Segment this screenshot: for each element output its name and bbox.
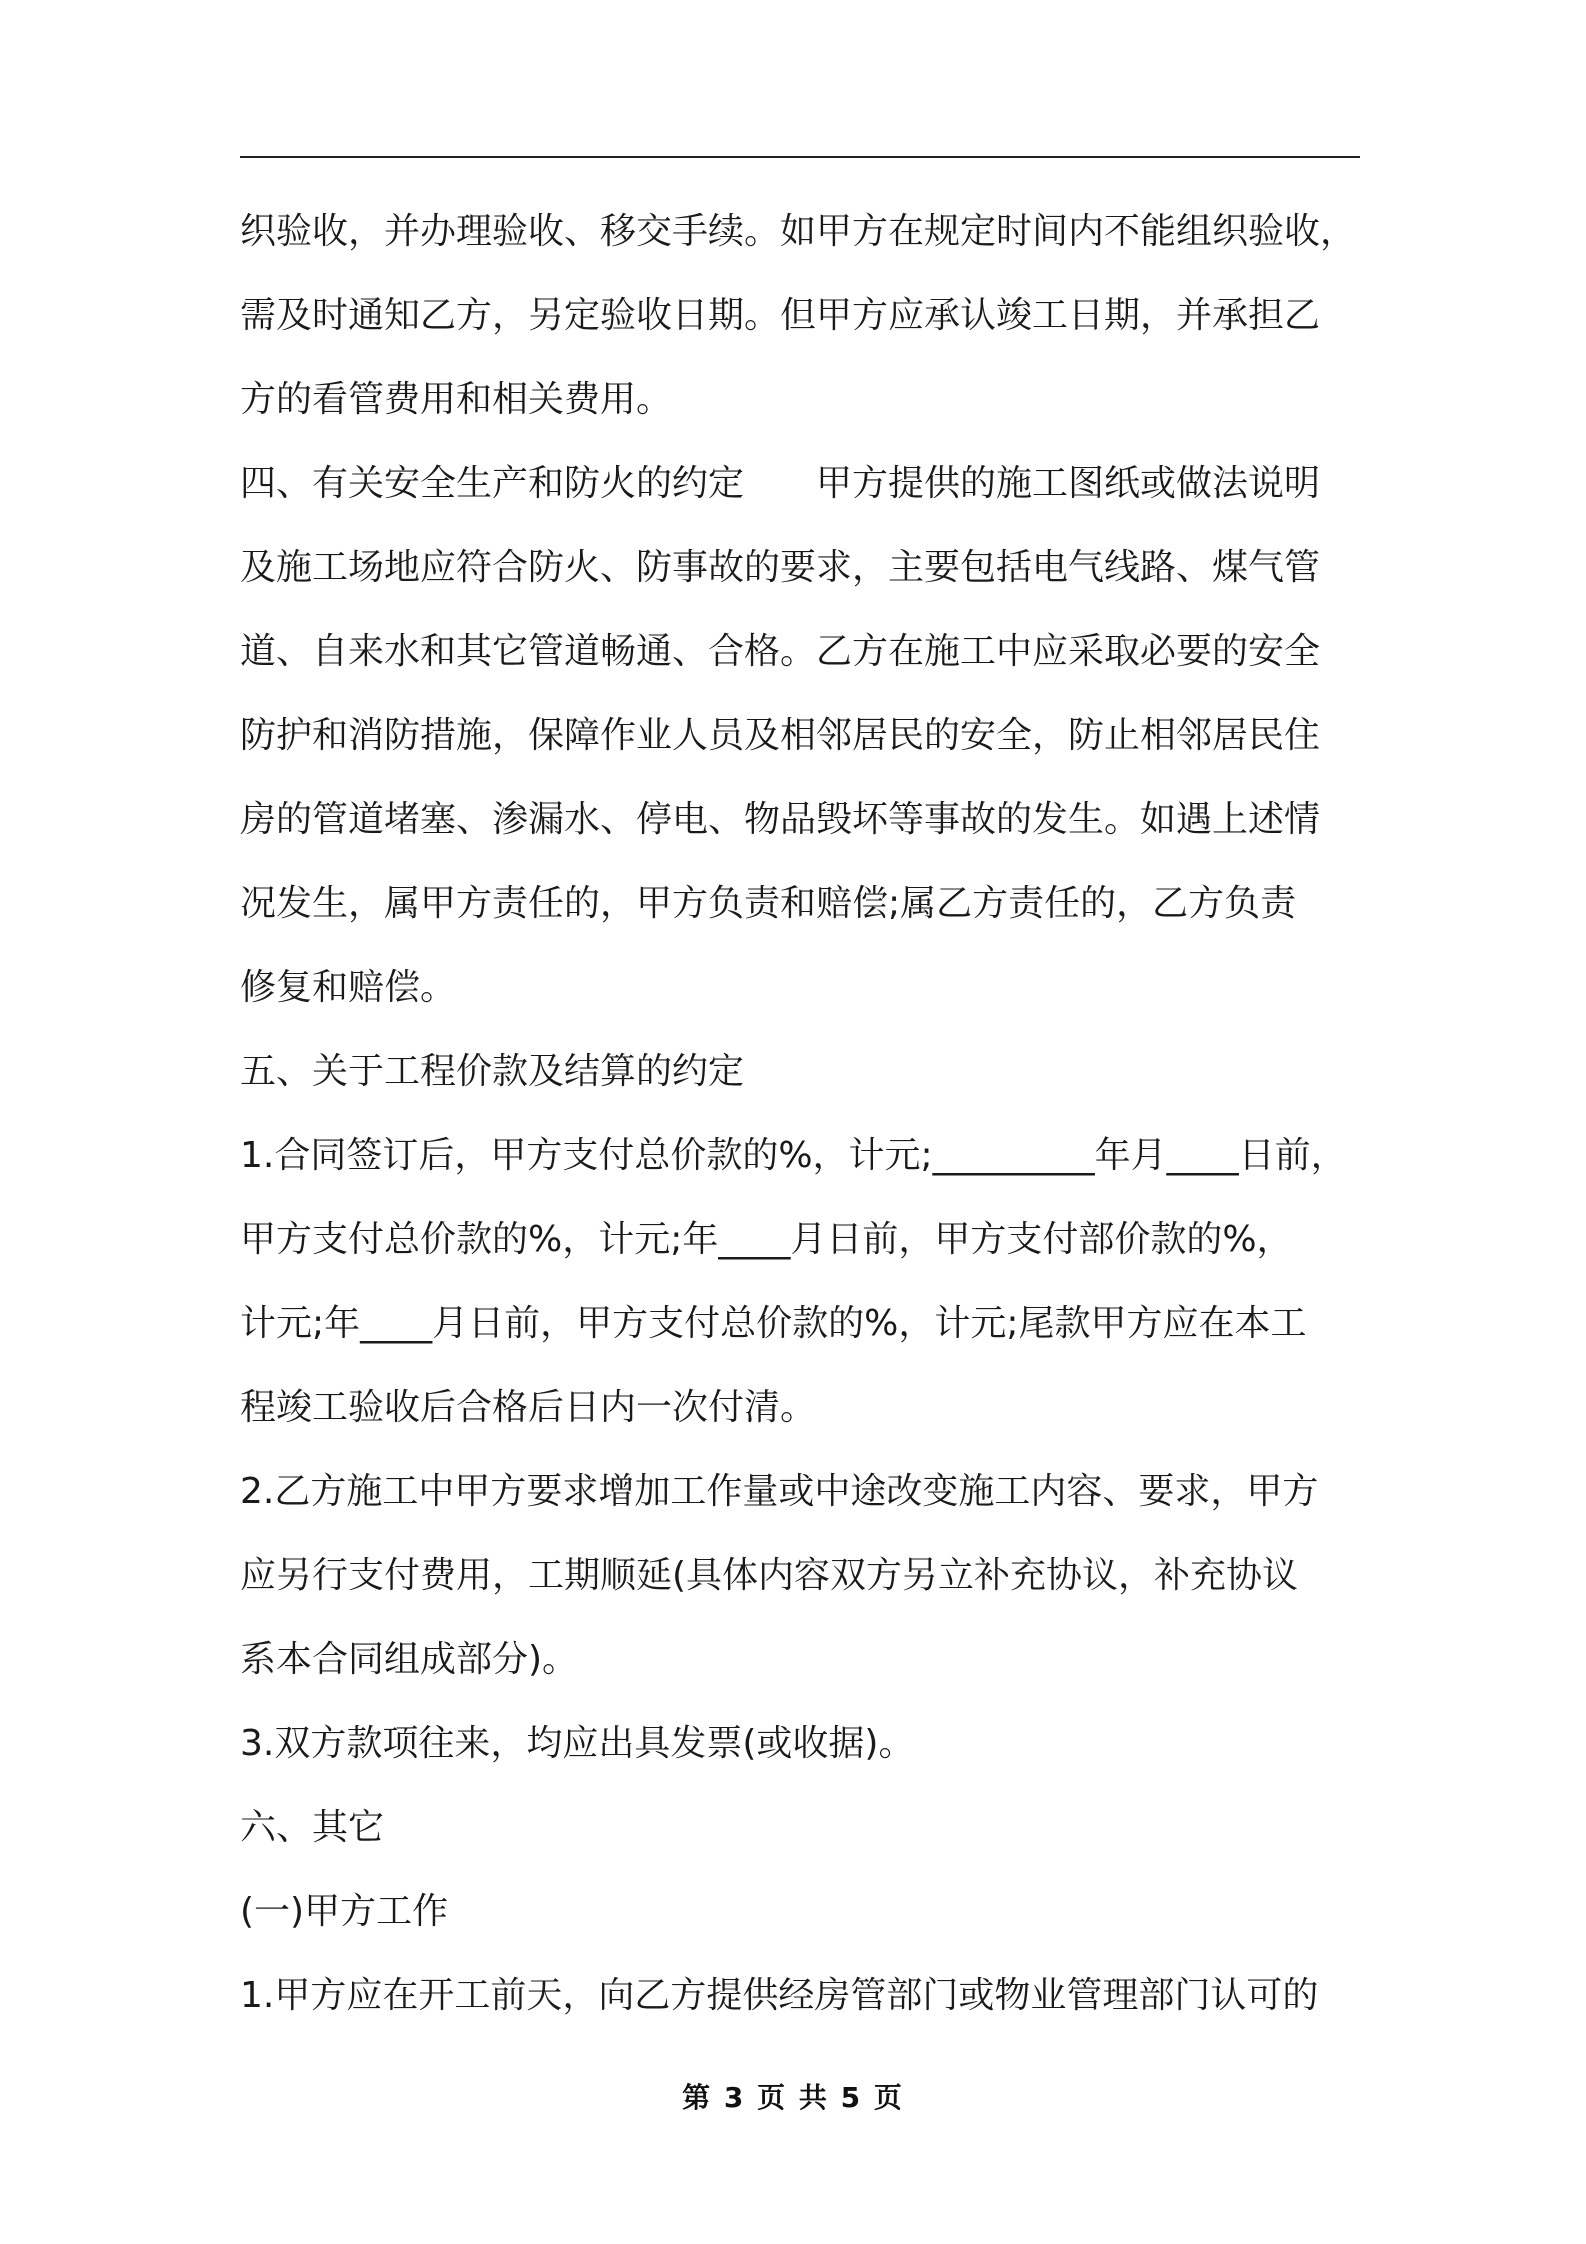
text-line-6: 道、自来水和其它管道畅通、合格。乙方在施工中应采取必要的安全 — [240, 631, 1321, 672]
clause-1-line-3: 计元;年____月日前，甲方支付总价款的%，计元;尾款甲方应在本工 — [240, 1303, 1307, 1344]
text-line-9: 况发生，属甲方责任的，甲方负责和赔偿;属乙方责任的，乙方负责 — [240, 883, 1297, 924]
text-line-7: 防护和消防措施，保障作业人员及相邻居民的安全，防止相邻居民住 — [240, 715, 1321, 756]
section-heading-other: 六、其它 — [240, 1807, 385, 1848]
text-line-10: 修复和赔偿。 — [240, 967, 457, 1008]
clause-1-line-2: 甲方支付总价款的%，计元;年____月日前，甲方支付部价款的%， — [240, 1219, 1293, 1260]
text-line-8: 房的管道堵塞、渗漏水、停电、物品毁坏等事故的发生。如遇上述情 — [240, 799, 1321, 840]
clause-3: 3.双方款项往来，均应出具发票(或收据)。 — [240, 1723, 915, 1764]
clause-1-line-1: 1.合同签订后，甲方支付总价款的%，计元;_________年月____日前， — [240, 1135, 1347, 1176]
page-number: 第 3 页 共 5 页 — [682, 2081, 904, 2114]
text-line-2: 需及时通知乙方，另定验收日期。但甲方应承认竣工日期，并承担乙 — [240, 295, 1321, 336]
text-line-3: 方的看管费用和相关费用。 — [240, 379, 673, 420]
clause-1-line-4: 程竣工验收后合格后日内一次付清。 — [240, 1387, 817, 1428]
section-heading-payment: 五、关于工程价款及结算的约定 — [240, 1051, 745, 1092]
clause-2-line-3: 系本合同组成部分)。 — [240, 1639, 579, 1680]
text-line-1: 织验收，并办理验收、移交手续。如甲方在规定时间内不能组织验收， — [240, 211, 1357, 252]
text-line-5: 及施工场地应符合防火、防事故的要求，主要包括电气线路、煤气管 — [240, 547, 1321, 588]
subsection-heading-party-a: (一)甲方工作 — [240, 1891, 449, 1932]
clause-2-line-1: 2.乙方施工中甲方要求增加工作量或中途改变施工内容、要求，甲方 — [240, 1471, 1319, 1512]
section-heading-safety: 四、有关安全生产和防火的约定 甲方提供的施工图纸或做法说明 — [240, 463, 1321, 504]
party-a-clause-1: 1.甲方应在开工前天，向乙方提供经房管部门或物业管理部门认可的 — [240, 1975, 1319, 2016]
header-rule — [240, 156, 1360, 158]
clause-2-line-2: 应另行支付费用，工期顺延(具体内容双方另立补充协议，补充协议 — [240, 1555, 1299, 1596]
document-body — [240, 190, 1360, 2038]
